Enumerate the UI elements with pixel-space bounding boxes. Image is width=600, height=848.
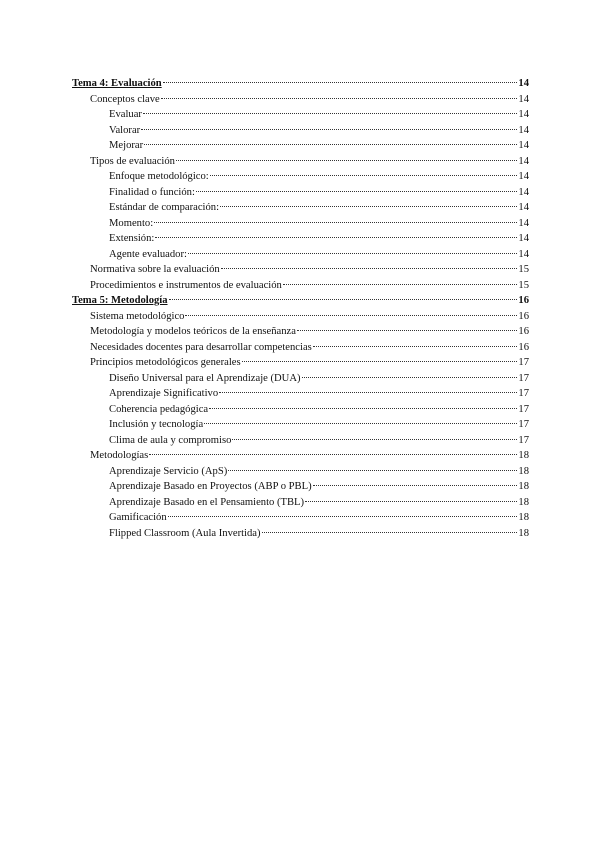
toc-entry[interactable]: [72, 402, 529, 418]
toc-leader-dots: [209, 408, 517, 409]
toc-entry-label: Normativa sobre la evaluación: [90, 264, 220, 275]
table-of-contents: [72, 76, 529, 541]
toc-entry[interactable]: [72, 309, 529, 325]
toc-leader-dots: [210, 175, 518, 176]
toc-entry-page: 16: [518, 295, 529, 306]
toc-entry-page: 16: [518, 341, 529, 353]
toc-entry-label: Aprendizaje Significativo: [109, 388, 219, 399]
toc-leader-dots: [169, 299, 518, 300]
toc-entry-label: Mejorar: [109, 140, 144, 151]
toc-entry[interactable]: [72, 138, 529, 154]
toc-leader-dots: [161, 98, 518, 99]
toc-entry[interactable]: [72, 386, 529, 402]
toc-entry-label: Valorar: [109, 124, 141, 136]
toc-leader-dots: [283, 284, 518, 285]
toc-entry-page: 18: [518, 450, 529, 461]
toc-leader-dots: [242, 361, 518, 362]
toc-entry-label: Procedimientos e instrumentos de evaluación: [90, 279, 282, 291]
toc-entry-page: 14: [518, 202, 529, 213]
toc-entry-page: 18: [518, 481, 529, 492]
toc-entry[interactable]: [72, 231, 529, 247]
toc-entry[interactable]: [72, 448, 529, 464]
toc-entry-page: 14: [518, 248, 529, 260]
toc-leader-dots: [204, 423, 517, 424]
toc-entry-page: 15: [518, 279, 529, 291]
toc-leader-dots: [305, 501, 517, 502]
toc-entry-page: 17: [518, 388, 529, 399]
toc-leader-dots: [232, 439, 517, 440]
toc-entry[interactable]: [72, 123, 529, 139]
toc-entry[interactable]: [72, 107, 529, 123]
toc-entry-label: Tema 4: Evaluación: [72, 78, 162, 89]
toc-entry-page: 18: [518, 465, 529, 477]
toc-entry-label: Enfoque metodológico:: [109, 171, 209, 182]
toc-entry-page: 17: [518, 419, 529, 430]
toc-entry-label: Evaluar: [109, 109, 142, 120]
toc-entry[interactable]: [72, 154, 529, 170]
toc-leader-dots: [144, 144, 517, 145]
toc-entry-label: Finalidad o función:: [109, 186, 195, 198]
toc-leader-dots: [188, 253, 517, 254]
toc-entry-label: Sistema metodológico: [90, 310, 185, 322]
toc-entry-label: Extensión:: [109, 233, 155, 244]
toc-leader-dots: [221, 268, 518, 269]
toc-entry-label: Agente evaluador:: [109, 248, 187, 260]
toc-entry[interactable]: [72, 200, 529, 216]
toc-leader-dots: [185, 315, 517, 316]
toc-entry[interactable]: [72, 495, 529, 511]
toc-entry-label: Metodologías: [90, 450, 149, 461]
toc-entry-label: Inclusión y tecnología: [109, 419, 204, 430]
toc-entry-page: 18: [518, 527, 529, 539]
toc-leader-dots: [168, 516, 518, 517]
toc-leader-dots: [143, 113, 517, 114]
toc-entry[interactable]: [72, 355, 529, 371]
toc-leader-dots: [219, 392, 517, 393]
toc-entry[interactable]: [72, 417, 529, 433]
toc-entry-page: 14: [518, 171, 529, 182]
toc-entry-page: 18: [518, 496, 529, 508]
toc-entry-page: 16: [518, 310, 529, 322]
toc-entry[interactable]: [72, 464, 529, 480]
toc-leader-dots: [297, 330, 517, 331]
toc-entry[interactable]: [72, 216, 529, 232]
toc-entry[interactable]: [72, 278, 529, 294]
toc-entry-label: Aprendizaje Servicio (ApS): [109, 465, 228, 477]
toc-entry-label: Gamificación: [109, 512, 167, 523]
toc-entry[interactable]: [72, 340, 529, 356]
toc-entry-page: 17: [518, 434, 529, 446]
toc-leader-dots: [149, 454, 517, 455]
toc-entry-page: 14: [518, 217, 529, 229]
toc-entry-label: Aprendizaje Basado en el Pensamiento (TBL): [109, 496, 305, 508]
toc-leader-dots: [176, 160, 517, 161]
toc-entry-page: 15: [518, 264, 529, 275]
toc-leader-dots: [154, 222, 517, 223]
toc-entry-label: Tipos de evaluación: [90, 155, 175, 167]
toc-entry-page: 14: [518, 186, 529, 198]
toc-entry-page: 17: [518, 403, 529, 415]
toc-entry[interactable]: [72, 479, 529, 495]
toc-entry[interactable]: [72, 526, 529, 542]
toc-leader-dots: [228, 470, 517, 471]
toc-entry[interactable]: [72, 185, 529, 201]
toc-entry[interactable]: [72, 510, 529, 526]
toc-entry-label: Momento:: [109, 217, 154, 229]
toc-entry-label: Metodología y modelos teóricos de la enseñanza: [90, 326, 296, 337]
toc-entry[interactable]: [72, 433, 529, 449]
toc-leader-dots: [196, 191, 517, 192]
toc-leader-dots: [155, 237, 517, 238]
toc-entry-label: Estándar de comparación:: [109, 202, 220, 213]
toc-leader-dots: [141, 129, 517, 130]
toc-entry-label: Clima de aula y compromiso: [109, 434, 232, 446]
toc-entry[interactable]: [72, 293, 529, 309]
toc-entry-page: 14: [518, 155, 529, 167]
toc-entry-page: 14: [518, 233, 529, 244]
toc-entry[interactable]: [72, 169, 529, 185]
toc-leader-dots: [262, 532, 518, 533]
toc-leader-dots: [220, 206, 517, 207]
toc-entry-page: 14: [518, 93, 529, 105]
toc-entry-page: 14: [518, 140, 529, 151]
toc-leader-dots: [313, 346, 518, 347]
toc-entry-page: 14: [518, 109, 529, 120]
toc-entry[interactable]: [72, 371, 529, 387]
toc-entry-page: 14: [518, 124, 529, 136]
toc-entry-page: 14: [518, 78, 529, 89]
toc-entry[interactable]: [72, 262, 529, 278]
toc-entry-label: Flipped Classroom (Aula Invertida): [109, 527, 261, 539]
toc-entry-page: 17: [518, 372, 529, 384]
toc-entry-label: Principios metodológicos generales: [90, 357, 241, 368]
toc-entry[interactable]: [72, 324, 529, 340]
toc-entry-label: Diseño Universal para el Aprendizaje (DUA): [109, 372, 301, 384]
toc-leader-dots: [163, 82, 518, 83]
toc-entry-page: 16: [518, 326, 529, 337]
toc-leader-dots: [302, 377, 518, 378]
toc-entry[interactable]: [72, 76, 529, 92]
toc-entry-label: Necesidades docentes para desarrollar competencias: [90, 341, 312, 353]
toc-entry-page: 17: [518, 357, 529, 368]
toc-entry[interactable]: [72, 92, 529, 108]
toc-entry[interactable]: [72, 247, 529, 263]
toc-entry-label: Aprendizaje Basado en Proyectos (ABP o PBL): [109, 481, 312, 492]
toc-entry-label: Conceptos clave: [90, 93, 160, 105]
toc-leader-dots: [313, 485, 518, 486]
toc-entry-label: Tema 5: Metodología: [72, 295, 168, 306]
toc-entry-label: Coherencia pedagógica: [109, 403, 209, 415]
toc-entry-page: 18: [518, 512, 529, 523]
